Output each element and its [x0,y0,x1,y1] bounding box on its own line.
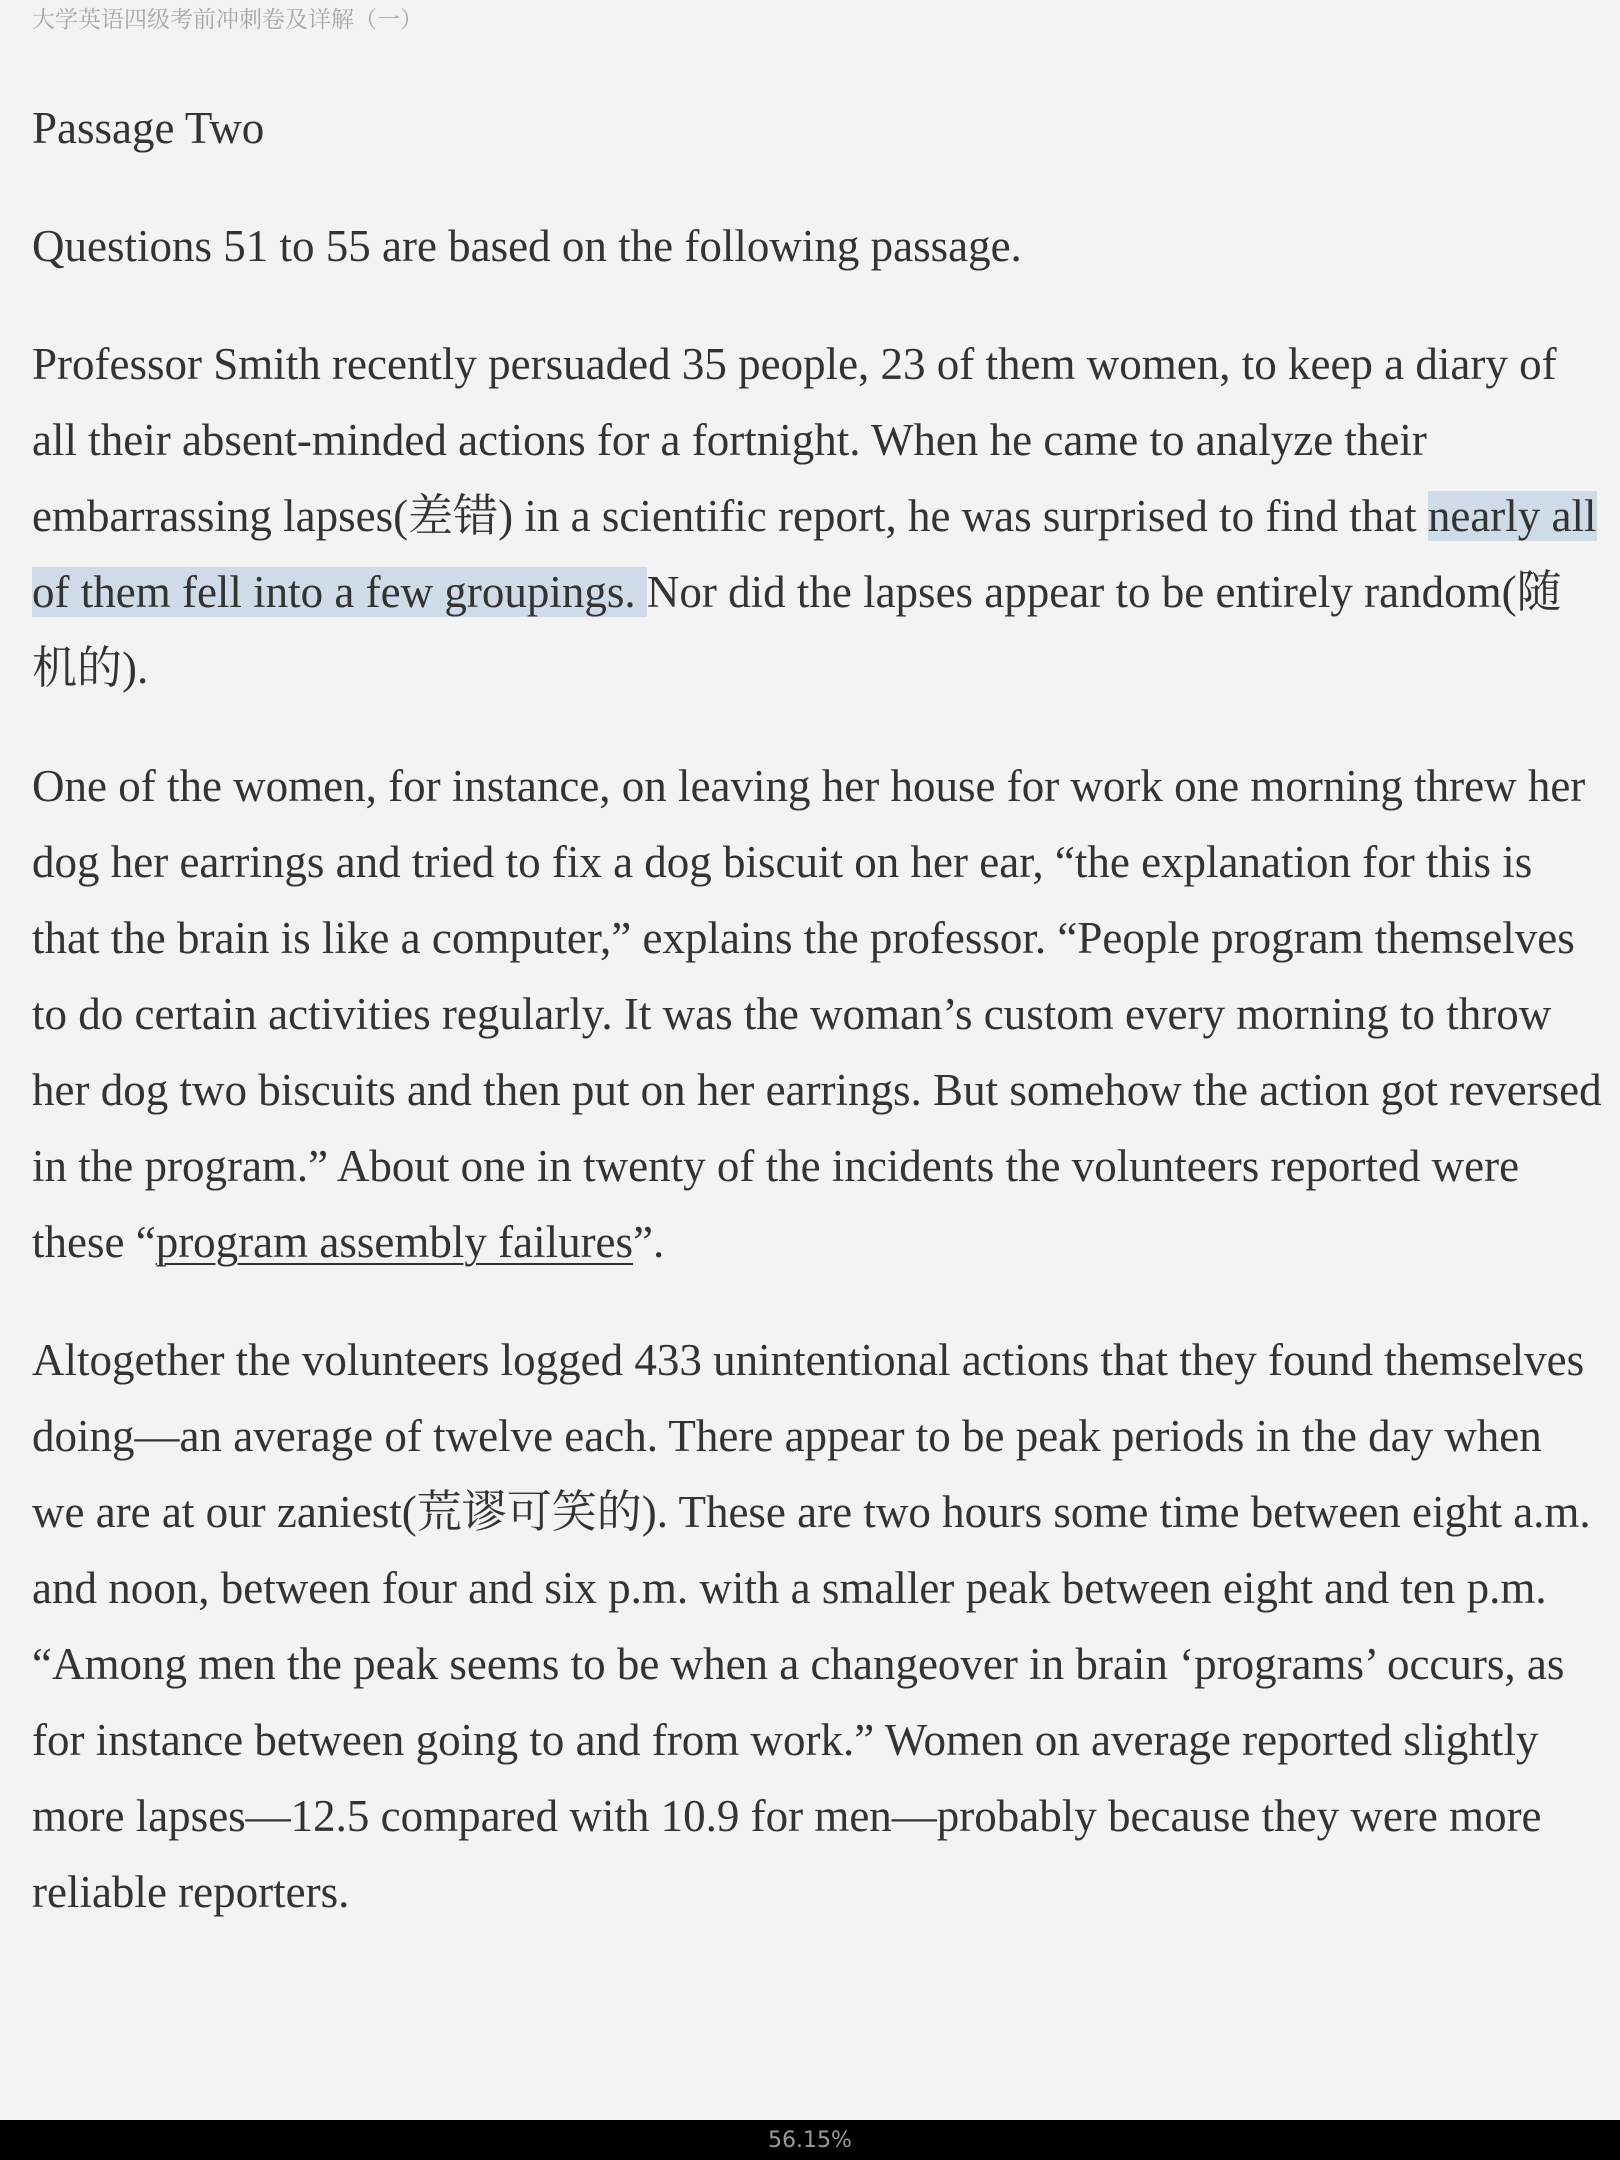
reading-progress: 56.15% [768,2128,852,2153]
status-bar [0,2120,1620,2160]
paragraph-1-text-b: Nor did the lapses appear to be entirely random(随机的). [32,567,1562,693]
book-title: 大学英语四级考前冲刺卷及详解（一） [32,7,423,33]
paragraph-2-text-b: ”. [633,1217,665,1267]
highlighted-text[interactable]: nearly all of them fell into a few groupings. [32,491,1597,617]
paragraph-1[interactable] [32,326,1602,706]
passage-heading: Passage Two [32,103,265,153]
paragraph-3[interactable]: Altogether the volunteers logged 433 unintentional actions that they found themselves doing—an average of twelve each. There appear to be peak periods in the day when we are at our zaniest(荒谬可笑的). These are two hours some time between eight a.m. and noon, between four and six p.m. with a smaller peak between eight and ten p.m. “Among men the peak seems to be when a changeover in brain ‘programs’ occurs, as for instance between going to and from work.” Women on average reported slightly more lapses—12.5 compared with 10.9 for men—probably because they were more reliable reporters. [32,1335,1591,1917]
reading-content[interactable] [32,90,1602,1972]
passage-intro: Questions 51 to 55 are based on the following passage. [32,221,1022,271]
paragraph-2[interactable] [32,748,1602,1280]
underlined-phrase: program assembly failures [155,1217,634,1267]
paragraph-2-text-a: One of the women, for instance, on leaving her house for work one morning threw her dog her earrings and tried to fix a dog biscuit on her ear, “the explanation for this is that the brain is like a computer,” explains the professor. “People program themselves to do certain activities regularly. It was the woman’s custom every morning to throw her dog two biscuits and then put on her earrings. But somehow the action got reversed in the program.” About one in twenty of the incidents the volunteers reported were these “ [32,761,1602,1267]
paragraph-1-text-a: Professor Smith recently persuaded 35 people, 23 of them women, to keep a diary of all their absent-minded actions for a fortnight. When he came to analyze their embarrassing lapses(差错) in a scientific report, he was surprised to find that [32,339,1557,541]
